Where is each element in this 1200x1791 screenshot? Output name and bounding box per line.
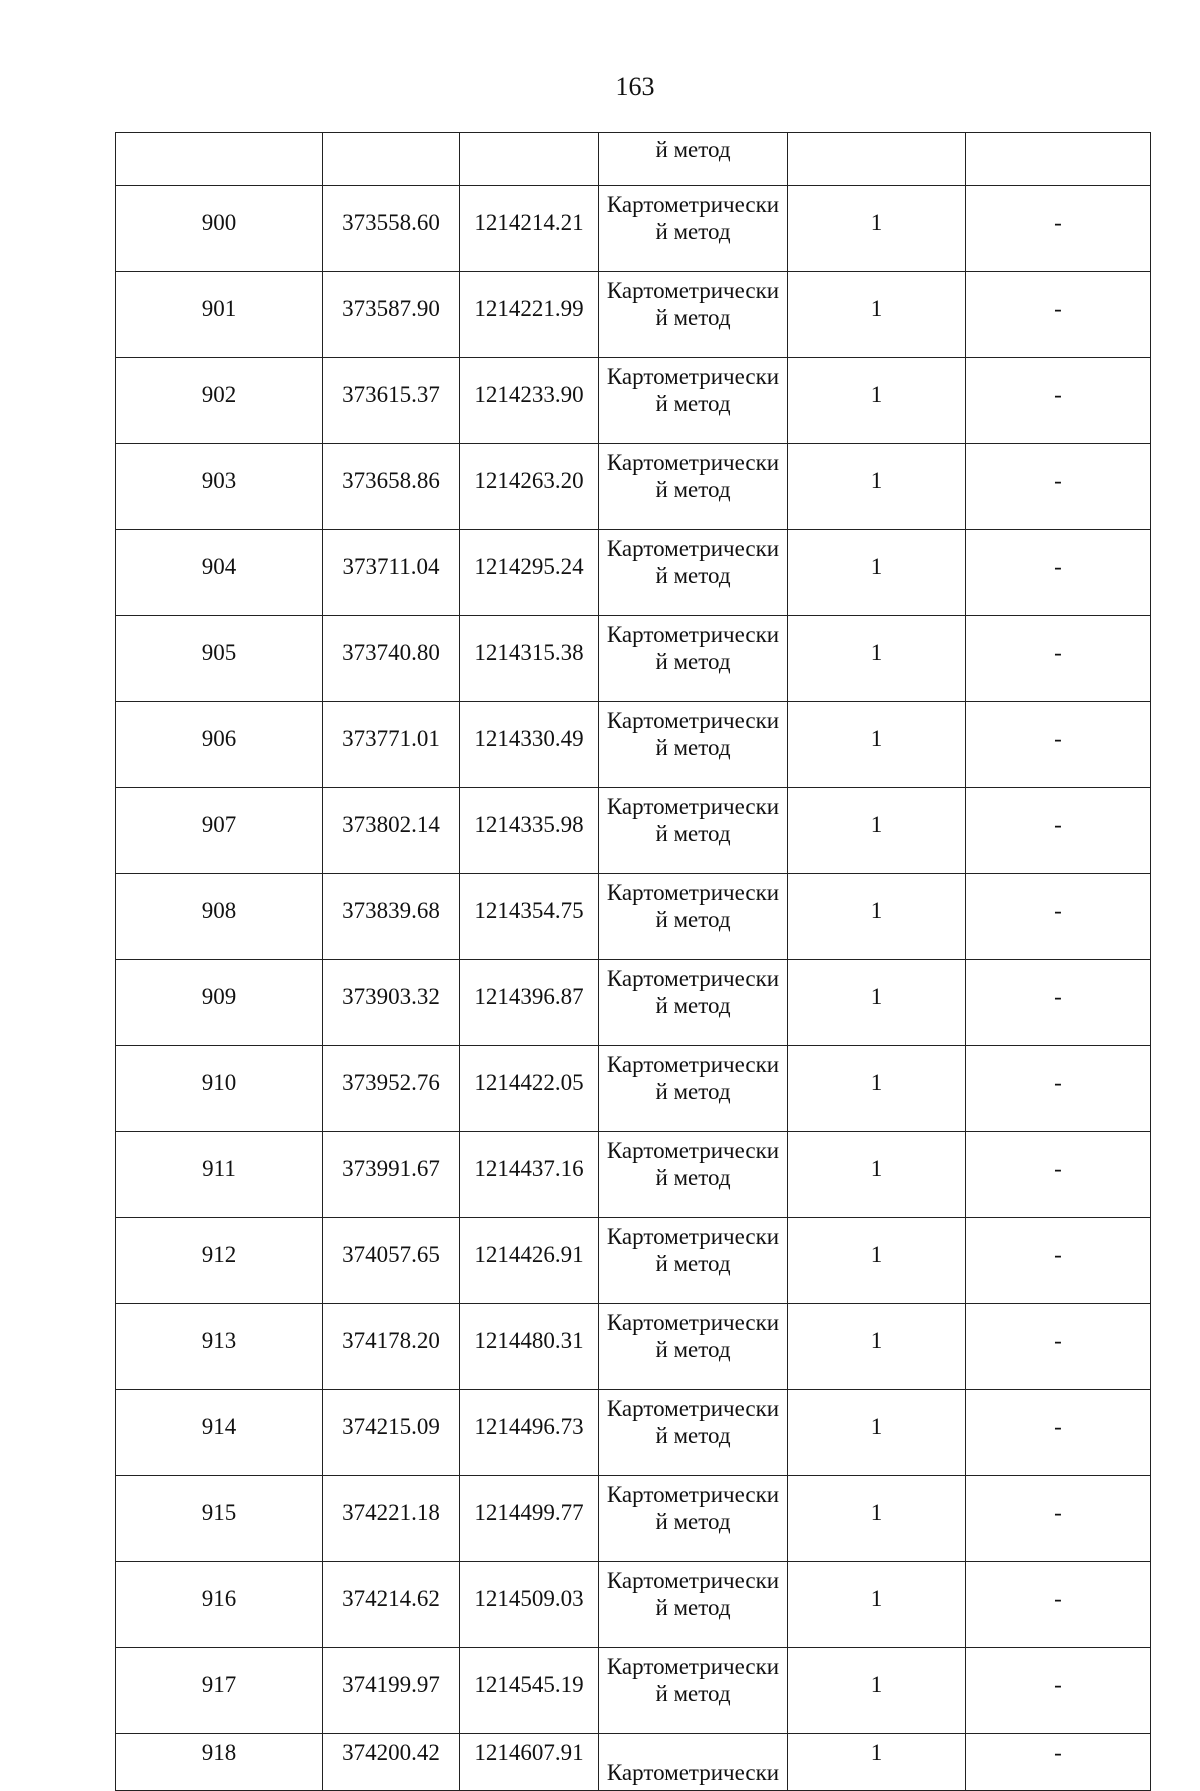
method-text-line-1: Картометрически: [606, 1760, 780, 1785]
cell-point-number: [116, 133, 323, 186]
table-row: [116, 702, 1151, 788]
cell-method: [599, 1132, 788, 1218]
cell-method: [599, 1562, 788, 1648]
cell-method: [599, 1304, 788, 1390]
method-text-line-2: й метод: [655, 1165, 731, 1190]
page-number: 163: [615, 72, 655, 101]
cell-accuracy: 1: [788, 616, 966, 702]
method-text-line-2: й метод: [655, 391, 731, 416]
table-row: [116, 530, 1151, 616]
cell-method: [599, 133, 788, 186]
method-text-line-2: й метод: [655, 1337, 731, 1362]
cell-note: -: [966, 874, 1151, 960]
table-row: [116, 1562, 1151, 1648]
cell-accuracy: [788, 133, 966, 186]
cell-y: 1214233.90: [460, 358, 599, 444]
cell-y: [460, 133, 599, 186]
table-row: [116, 874, 1151, 960]
cell-x: 373771.01: [323, 702, 460, 788]
cell-point-number: 915: [116, 1476, 323, 1562]
cell-note: -: [966, 788, 1151, 874]
table-row: [116, 358, 1151, 444]
cell-x: 374221.18: [323, 1476, 460, 1562]
cell-method: [599, 444, 788, 530]
cell-note: -: [966, 272, 1151, 358]
method-text-line-1: Картометрически: [606, 622, 780, 647]
cell-point-number: 912: [116, 1218, 323, 1304]
cell-accuracy: 1: [788, 272, 966, 358]
cell-point-number: 900: [116, 186, 323, 272]
cell-method: [599, 960, 788, 1046]
cell-accuracy: 1: [788, 874, 966, 960]
cell-accuracy: 1: [788, 1304, 966, 1390]
method-text-line-2: й метод: [655, 1509, 731, 1534]
method-text-line-1: Картометрически: [606, 450, 780, 475]
table-row: [116, 616, 1151, 702]
method-text-line-1: Картометрически: [606, 1224, 780, 1249]
cell-note: -: [966, 1132, 1151, 1218]
cell-y: 1214330.49: [460, 702, 599, 788]
cell-method: [599, 1390, 788, 1476]
cell-accuracy: 1: [788, 1390, 966, 1476]
method-text-line-2: й метод: [655, 1681, 731, 1706]
cell-method: [599, 1046, 788, 1132]
cell-accuracy: 1: [788, 1218, 966, 1304]
method-text-line-1: Картометрически: [606, 1482, 780, 1507]
cell-note: -: [966, 186, 1151, 272]
cell-note: -: [966, 1304, 1151, 1390]
table-row: [116, 1132, 1151, 1218]
cell-x: 374200.42: [323, 1734, 460, 1791]
method-text-line-2: й метод: [655, 735, 731, 760]
cell-y: 1214426.91: [460, 1218, 599, 1304]
cell-y: 1214263.20: [460, 444, 599, 530]
cell-note: -: [966, 1218, 1151, 1304]
cell-point-number: 913: [116, 1304, 323, 1390]
cell-x: 373587.90: [323, 272, 460, 358]
cell-method: [599, 358, 788, 444]
method-text-line-1: Картометрически: [606, 192, 780, 217]
cell-y: 1214499.77: [460, 1476, 599, 1562]
cell-y: 1214214.21: [460, 186, 599, 272]
cell-y: 1214354.75: [460, 874, 599, 960]
cell-y: 1214315.38: [460, 616, 599, 702]
cell-method: [599, 186, 788, 272]
cell-x: 373839.68: [323, 874, 460, 960]
method-text-line-1: Картометрически: [606, 1310, 780, 1335]
table-row: [116, 186, 1151, 272]
method-text-line-2: й метод: [655, 907, 731, 932]
method-text-line-2: й метод: [655, 219, 731, 244]
cell-x: 373658.86: [323, 444, 460, 530]
cell-accuracy: 1: [788, 960, 966, 1046]
method-text-line-2: й метод: [655, 1423, 731, 1448]
cell-point-number: 904: [116, 530, 323, 616]
cell-x: 373952.76: [323, 1046, 460, 1132]
method-text-line-2: й метод: [655, 1079, 731, 1104]
cell-point-number: 908: [116, 874, 323, 960]
cell-x: 373711.04: [323, 530, 460, 616]
cell-x: 374214.62: [323, 1562, 460, 1648]
cell-accuracy: 1: [788, 1562, 966, 1648]
table-row: [116, 272, 1151, 358]
cell-point-number: 905: [116, 616, 323, 702]
cell-y: 1214509.03: [460, 1562, 599, 1648]
cell-point-number: 911: [116, 1132, 323, 1218]
method-text-line-2: й метод: [655, 477, 731, 502]
cell-point-number: 917: [116, 1648, 323, 1734]
cell-y: 1214335.98: [460, 788, 599, 874]
cell-method: [599, 530, 788, 616]
table-row: [116, 960, 1151, 1046]
cell-method: [599, 616, 788, 702]
cell-method: [599, 1648, 788, 1734]
cell-note: -: [966, 616, 1151, 702]
method-text-line-1: Картометрически: [606, 1396, 780, 1421]
cell-y: 1214295.24: [460, 530, 599, 616]
cell-x: 373615.37: [323, 358, 460, 444]
method-text-line-2: й метод: [655, 821, 731, 846]
cell-point-number: 909: [116, 960, 323, 1046]
cell-accuracy: 1: [788, 1132, 966, 1218]
table-row: [116, 1046, 1151, 1132]
cell-x: 373740.80: [323, 616, 460, 702]
method-text-line-1: Картометрически: [606, 536, 780, 561]
cell-y: 1214480.31: [460, 1304, 599, 1390]
method-text-line-2: й метод: [655, 1251, 731, 1276]
continuation-row: [116, 133, 1151, 186]
cell-note: -: [966, 1390, 1151, 1476]
cell-y: 1214221.99: [460, 272, 599, 358]
table-row: [116, 1218, 1151, 1304]
cell-accuracy: 1: [788, 530, 966, 616]
table-row-last: [116, 1734, 1151, 1791]
cell-method: [599, 788, 788, 874]
cell-y: 1214422.05: [460, 1046, 599, 1132]
cell-x: 374178.20: [323, 1304, 460, 1390]
cell-y: 1214545.19: [460, 1648, 599, 1734]
cell-point-number: 907: [116, 788, 323, 874]
method-text-line-2: й метод: [655, 1595, 731, 1620]
cell-point-number: 906: [116, 702, 323, 788]
cell-accuracy: 1: [788, 1046, 966, 1132]
cell-point-number: 901: [116, 272, 323, 358]
cell-point-number: 918: [116, 1734, 323, 1791]
cell-accuracy: 1: [788, 1648, 966, 1734]
cell-accuracy: 1: [788, 186, 966, 272]
method-text-line-1: Картометрически: [606, 1138, 780, 1163]
method-text-line-1: Картометрически: [606, 1052, 780, 1077]
table-row: [116, 1476, 1151, 1562]
cell-note: -: [966, 444, 1151, 530]
method-text-line-1: Картометрически: [606, 708, 780, 733]
method-text-line-2: й метод: [655, 649, 731, 674]
cell-x: 374199.97: [323, 1648, 460, 1734]
cell-x: 374215.09: [323, 1390, 460, 1476]
cell-accuracy: 1: [788, 444, 966, 530]
cell-method: [599, 1218, 788, 1304]
cell-x: 374057.65: [323, 1218, 460, 1304]
cell-point-number: 903: [116, 444, 323, 530]
method-text-line-1: Картометрически: [606, 1654, 780, 1679]
table-row: [116, 1648, 1151, 1734]
cell-note: -: [966, 1562, 1151, 1648]
cell-y: 1214496.73: [460, 1390, 599, 1476]
cell-accuracy: 1: [788, 702, 966, 788]
cell-x: 373991.67: [323, 1132, 460, 1218]
cell-method: [599, 1734, 788, 1791]
cell-y: 1214437.16: [460, 1132, 599, 1218]
cell-accuracy: 1: [788, 358, 966, 444]
cell-x: 373802.14: [323, 788, 460, 874]
coordinates-table: [115, 132, 1151, 1791]
cell-point-number: 916: [116, 1562, 323, 1648]
cell-y: 1214607.91: [460, 1734, 599, 1791]
cell-x: 373558.60: [323, 186, 460, 272]
table-row: [116, 788, 1151, 874]
method-text-line-2: й метод: [655, 305, 731, 330]
cell-method: [599, 702, 788, 788]
cell-method: [599, 1476, 788, 1562]
cell-note: -: [966, 960, 1151, 1046]
cell-method: [599, 874, 788, 960]
cell-x: [323, 133, 460, 186]
method-text-line-1: Картометрически: [606, 364, 780, 389]
cell-note: -: [966, 1046, 1151, 1132]
table-row: [116, 1390, 1151, 1476]
method-text-line-1: Картометрически: [606, 1568, 780, 1593]
cell-point-number: 902: [116, 358, 323, 444]
cell-note: -: [966, 530, 1151, 616]
method-text-tail: й метод: [655, 137, 731, 162]
cell-point-number: 914: [116, 1390, 323, 1476]
cell-accuracy: 1: [788, 788, 966, 874]
table-row: [116, 444, 1151, 530]
cell-note: -: [966, 1648, 1151, 1734]
method-text-line-1: Картометрически: [606, 794, 780, 819]
table-row: [116, 1304, 1151, 1390]
cell-accuracy: 1: [788, 1476, 966, 1562]
cell-note: -: [966, 1734, 1151, 1791]
cell-y: 1214396.87: [460, 960, 599, 1046]
cell-x: 373903.32: [323, 960, 460, 1046]
cell-accuracy: 1: [788, 1734, 966, 1791]
cell-note: -: [966, 702, 1151, 788]
method-text-line-1: Картометрически: [606, 966, 780, 991]
cell-note: [966, 133, 1151, 186]
coordinates-table-body: [116, 133, 1151, 1791]
method-text-line-2: й метод: [655, 993, 731, 1018]
method-text-line-1: Картометрически: [606, 278, 780, 303]
method-text-line-2: й метод: [655, 563, 731, 588]
cell-point-number: 910: [116, 1046, 323, 1132]
cell-note: -: [966, 1476, 1151, 1562]
cell-note: -: [966, 358, 1151, 444]
method-text-line-1: Картометрически: [606, 880, 780, 905]
cell-method: [599, 272, 788, 358]
